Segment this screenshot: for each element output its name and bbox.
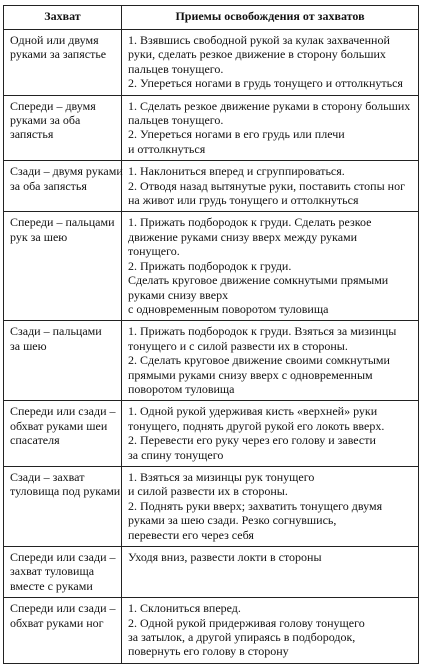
grip-cell — [4, 95, 122, 161]
technique-line: тонущего. — [128, 244, 180, 259]
technique-cell — [122, 95, 419, 161]
technique-line: 1. Прижать подбородок к груди. Сделать резкое — [128, 215, 372, 230]
technique-line: 1. Взявшись свободной рукой за кулак захваченной — [128, 33, 390, 47]
technique-cell — [122, 401, 419, 467]
technique-line: 2. Поднять руки вверх; захватить тонущего двумя — [128, 498, 383, 513]
technique-line: прямыми руками снизу вверх с одновременным — [128, 367, 373, 382]
grip-line: руками за запястье — [10, 47, 107, 62]
technique-cell — [122, 30, 419, 96]
technique-line: за спину тонущего — [128, 447, 224, 462]
technique-line: повернуть его голову в сторону — [128, 644, 289, 659]
table-row — [4, 212, 419, 321]
grip-line: Одной или двумя — [10, 33, 99, 47]
table-row — [4, 547, 419, 598]
technique-cell — [122, 547, 419, 598]
grip-line: захват туловища — [10, 564, 95, 579]
technique-line: 2. Прижать подбородок к груди. — [128, 258, 292, 273]
grip-line: рук за шею — [10, 229, 68, 244]
grip-line: Спереди – пальцами — [10, 215, 115, 230]
grip-line: спасателя — [10, 433, 60, 448]
technique-line: 2. Сделать круговое движение своими сомкнутыми — [128, 353, 390, 368]
table-header-row — [4, 6, 419, 30]
technique-line: тонущего, поднять другой рукой его локоть вверх. — [128, 418, 385, 433]
grip-line: за шею — [10, 338, 47, 353]
technique-line: пальцев тонущего. — [128, 61, 224, 76]
table-row — [4, 161, 419, 212]
grip-line: Сзади – захват — [10, 469, 85, 484]
grip-line: Спереди – двумя — [10, 98, 96, 113]
technique-line: за затылок, а другой упираясь в подбородок, — [128, 630, 356, 645]
technique-cell — [122, 466, 419, 546]
grip-cell — [4, 466, 122, 546]
technique-line: 2. Отводя назад вытянутые руки, поставить стопы ног — [128, 178, 405, 193]
technique-line: 2. Перевести его руку через его голову и завести — [128, 433, 376, 448]
technique-line: 1. Сделать резкое движение руками в сторону больших — [128, 98, 411, 113]
technique-line: 1. Наклониться вперед и сгруппироваться. — [128, 164, 345, 179]
grip-line: обхват руками шеи — [10, 418, 108, 433]
technique-line: руками снизу вверх — [128, 287, 229, 302]
column-header-grip: Захват — [4, 6, 122, 30]
grip-cell — [4, 321, 122, 401]
technique-line: руки, сделать резкое движение в сторону больших — [128, 47, 386, 62]
grip-cell — [4, 401, 122, 467]
technique-line: движение руками снизу вверх между руками — [128, 229, 358, 244]
column-header-technique: Приемы освобождения от захватов — [122, 6, 419, 30]
technique-line: и силой развести их в стороны. — [128, 484, 288, 499]
grip-line: туловища под руками — [10, 484, 121, 499]
table-row — [4, 95, 419, 161]
grip-line: за оба запястья — [10, 178, 87, 193]
technique-cell — [122, 161, 419, 212]
grip-line: Сзади – пальцами — [10, 324, 102, 339]
table-row — [4, 30, 419, 96]
table-row — [4, 401, 419, 467]
rescue-techniques-table — [3, 5, 419, 664]
table-row — [4, 321, 419, 401]
technique-line: пальцев тонущего. — [128, 113, 224, 128]
grip-line: руками за оба — [10, 113, 81, 128]
grip-cell — [4, 161, 122, 212]
technique-line: 1. Взяться за мизинцы рук тонущего — [128, 469, 315, 484]
technique-line: на живот или грудь тонущего и оттолкнуться — [128, 193, 359, 208]
technique-cell — [122, 321, 419, 401]
grip-line: запястья — [10, 127, 54, 142]
technique-line: руками за шею сзади. Резко согнувшись, — [128, 513, 337, 528]
technique-line: 1. Прижать подбородок к груди. Взяться за мизинцы — [128, 324, 397, 339]
technique-line: Уходя вниз, развести локти в стороны — [128, 550, 322, 564]
technique-cell — [122, 212, 419, 321]
technique-line: 2. Упереться ногами в его грудь или плечи — [128, 127, 345, 142]
grip-line: вместе с руками — [10, 578, 93, 593]
grip-cell — [4, 598, 122, 664]
table-row — [4, 466, 419, 546]
technique-line: перевести его через себя — [128, 527, 254, 542]
technique-cell — [122, 598, 419, 664]
grip-cell — [4, 30, 122, 96]
grip-line: Спереди или сзади – — [10, 550, 116, 564]
technique-line: поворотом туловища — [128, 381, 235, 396]
technique-line: и оттолкнуться — [128, 141, 206, 156]
technique-line: Сделать круговое движение сомкнутыми прямыми — [128, 273, 389, 288]
grip-line: Сзади – двумя руками — [10, 164, 123, 179]
technique-line: 2. Одной рукой придерживая голову тонущего — [128, 615, 365, 630]
table-row — [4, 598, 419, 664]
grip-cell — [4, 547, 122, 598]
grip-line: Спереди или сзади – — [10, 601, 116, 616]
grip-line: обхват руками ног — [10, 615, 104, 630]
technique-line: 2. Упереться ногами в грудь тонущего и оттолкнуться — [128, 76, 403, 91]
technique-line: тонущего и с силой развести их в стороны. — [128, 338, 348, 353]
grip-cell — [4, 212, 122, 321]
technique-line: 1. Склониться вперед. — [128, 601, 241, 616]
technique-line: 1. Одной рукой удерживая кисть «верхней» руки — [128, 404, 378, 419]
technique-line: с одновременным поворотом туловища — [128, 301, 329, 316]
grip-line: Спереди или сзади – — [10, 404, 116, 419]
